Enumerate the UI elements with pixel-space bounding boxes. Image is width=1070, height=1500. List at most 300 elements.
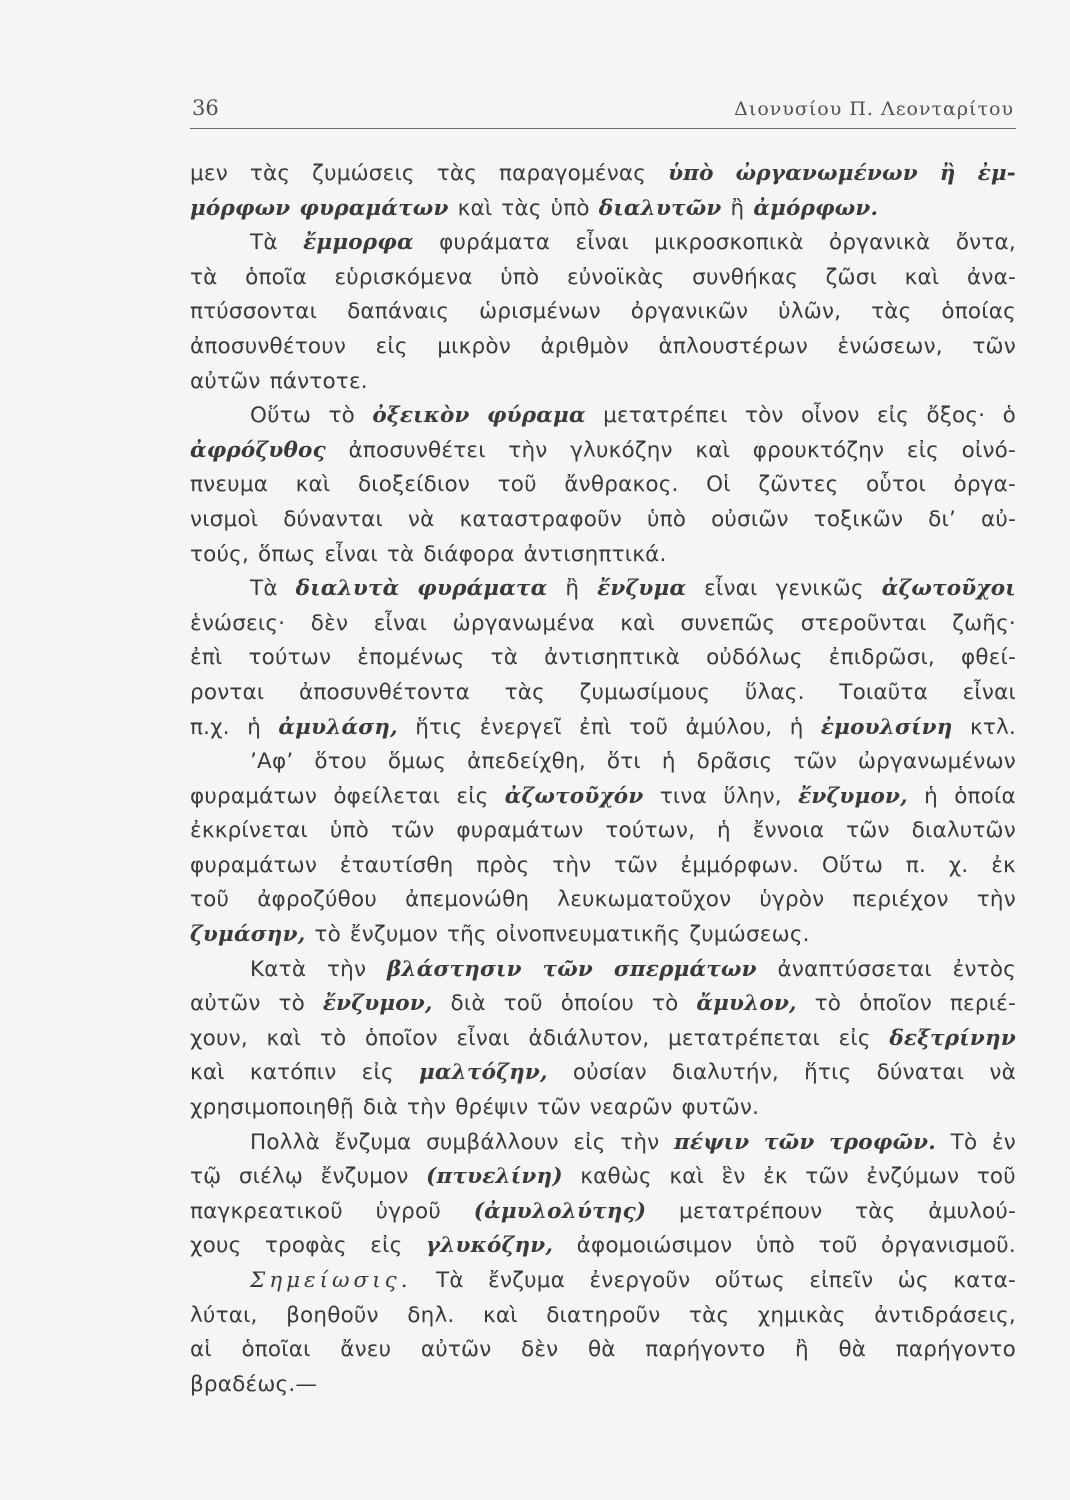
word-text: λευκωματοῦχον [557, 887, 732, 913]
word-text: τὰ [190, 264, 218, 290]
word-text: παγκρεατικοῦ [190, 1198, 343, 1224]
word-text: ὅτι [606, 749, 641, 775]
word-text: καὶ [695, 437, 731, 463]
word-text: Οὕτω [821, 852, 884, 878]
word-text: ὑγρὸν [759, 887, 825, 913]
word-text: συνθήκας [692, 264, 799, 290]
word-text: νὰ [407, 506, 435, 532]
word-text: ἐπιδρῶσι, [828, 645, 935, 671]
text-line [190, 226, 1016, 261]
text-line [190, 780, 1016, 815]
word-text: ἥτις [804, 1060, 852, 1086]
word-text: νισμοὶ [190, 506, 259, 532]
word-text: ὑπὸ [646, 506, 687, 532]
word [614, 953, 757, 988]
word-text: Πολλὰ [250, 1129, 320, 1155]
word-text: φρουκτόζην [752, 437, 885, 463]
word-text: χους [190, 1233, 242, 1259]
word-text: χρησιμοποιηθῇ [190, 1095, 354, 1121]
word-text: λύται, [190, 1302, 258, 1328]
emphasized-term: πέψιν [674, 1129, 750, 1155]
text-line [190, 953, 1016, 988]
word-text: ὄξος· [926, 403, 986, 429]
text-line [190, 330, 1016, 365]
text-line [190, 468, 1016, 503]
word-text: ἔνζυμον [320, 1164, 409, 1190]
word-text: τὸ [278, 991, 305, 1017]
word-text: τῶν [972, 333, 1016, 359]
word-text: Οἱ [706, 472, 731, 498]
word [323, 987, 433, 1022]
word-text: εὐνοϊκὰς [566, 264, 665, 290]
word-text: φθεί- [961, 645, 1016, 671]
word-text: κτλ. [970, 714, 1016, 740]
word-text: ζυμωσίμους [579, 679, 711, 705]
emphasized-term: δεξτρίνην [889, 1025, 1016, 1051]
word-text: ὑλῶν, [778, 299, 842, 325]
word-text: περιέχον [852, 887, 949, 913]
word-text: βοηθοῦν [286, 1302, 379, 1328]
emphasized-term: τῶν [542, 956, 594, 982]
text-line [190, 1333, 1016, 1368]
text-line [190, 1022, 1016, 1057]
word-text: χουν, [190, 1025, 248, 1051]
word-text: π.χ. [190, 714, 230, 740]
word-text: εἶναι [373, 610, 428, 636]
word [250, 1264, 412, 1299]
word-text: ἑνώσεων, [837, 333, 943, 359]
word-text: ἀντισηπτικὰ [544, 645, 681, 671]
word-text: φυραμάτων [190, 852, 318, 878]
word-text: τὴν [407, 1095, 447, 1121]
text-line [190, 987, 1016, 1022]
word [190, 192, 290, 227]
word-text: δι’ [928, 506, 957, 532]
word-text: ζυμώσεως. [689, 922, 810, 948]
word-text: Τὸ [950, 1129, 978, 1155]
word-text: τῷ [190, 1164, 222, 1190]
emphasized-term: ἀζωτοῦχόν [504, 783, 644, 809]
word-text: εἰς [838, 1025, 871, 1051]
word-text: ὁποῖον [859, 991, 932, 1017]
word [487, 399, 586, 434]
word-text: ἔνζυμα [488, 1268, 565, 1293]
word-text: ὠργανωμένων [857, 749, 1016, 775]
emphasized-term: ὠργανωμένων [735, 161, 918, 186]
word-text: εἰς [361, 1060, 394, 1086]
word-text: εἰς [375, 333, 408, 359]
word-text: τῶν [846, 818, 890, 844]
word-text: αἱ [190, 1337, 212, 1363]
text-line [190, 1091, 1016, 1126]
word-text: αὐτῶν [420, 1337, 492, 1363]
word-text: καὶ [620, 610, 655, 636]
word-text: διοξείδιον [357, 472, 471, 498]
emphasized-term: διαλυτῶν [598, 195, 722, 221]
running-title: Διονυσίου Π. Λεονταρίτου [734, 98, 1014, 120]
word-text: ὁποία [954, 783, 1016, 809]
word-text: καὶ [457, 195, 493, 221]
text-line [190, 503, 1016, 538]
word-text: εἶναι [575, 230, 629, 256]
word-text: ἔνζυμον [349, 922, 438, 948]
word-text: π. [905, 852, 926, 878]
word-text: συνεπῶς [680, 610, 776, 636]
word-text: ἐκκρίνεται [190, 818, 308, 844]
word-text: ἢ [795, 1337, 809, 1363]
text-line [190, 157, 1016, 192]
word [764, 1126, 814, 1161]
word [278, 711, 397, 746]
word-text: διαλυτῶν [911, 818, 1016, 844]
emphasized-term: φυραμάτων [299, 195, 449, 221]
text-line [190, 676, 1016, 711]
word-text: τὰς [688, 1302, 730, 1328]
word-text: τοῦ [190, 887, 230, 913]
word [299, 192, 448, 227]
word [882, 572, 1016, 607]
word [821, 711, 953, 746]
word [696, 987, 796, 1022]
word-text: μικρὸν [437, 333, 511, 359]
word-text: τὰς [855, 1198, 896, 1224]
text-line [190, 572, 1016, 607]
word-text: τὰς [249, 161, 291, 186]
word-text: τούτων [248, 645, 332, 671]
text-line [190, 261, 1016, 296]
emphasized-term: ὑπὸ [668, 161, 714, 186]
word-text: ὁποῖα [245, 264, 307, 290]
emphasized-term: ἐμουλσίνη [820, 714, 953, 740]
word-text: τὴν [620, 1129, 660, 1155]
text-line [190, 745, 1016, 780]
word-text: ἐκ [763, 1164, 788, 1190]
word-text: τὸ [814, 991, 842, 1017]
word-text: Τὰ [250, 576, 278, 602]
word-text: εἶναι [704, 576, 758, 602]
word-text: ὁποίου [560, 991, 635, 1017]
word-text: τοῦ [976, 1164, 1016, 1190]
word-text: ὑγροῦ [375, 1198, 441, 1224]
word [303, 226, 414, 261]
emphasized-term: ἐμ- [977, 161, 1016, 186]
word-text: γενικῶς [775, 576, 864, 602]
word-text: Κατὰ [250, 956, 307, 982]
word-text: δὲν [520, 1337, 559, 1363]
word-text: καὶ [904, 264, 940, 290]
word [829, 1126, 936, 1161]
word-text: ἐντὸς [952, 956, 1016, 982]
word-text: τοῦ [497, 472, 537, 498]
word-text: εἰς [456, 783, 489, 809]
word-text: περιέ- [949, 991, 1016, 1017]
word-text: ζωῆς· [952, 610, 1016, 636]
word-text: αὐτῶν [190, 991, 261, 1017]
word [978, 157, 1016, 192]
emphasized-term: ἀφρόζυθος [190, 437, 326, 463]
emphasized-term: (ἀμυλολύτης) [473, 1198, 647, 1224]
word-text: τὴν [326, 956, 367, 982]
word-text: ζῶσι [825, 264, 878, 290]
word-text: δὲν [310, 610, 349, 636]
emphasized-term: ἔμμορφα [303, 230, 414, 256]
word-text: εἰς [906, 437, 940, 463]
word-text: ἀπεδείχθη, [467, 749, 586, 775]
word-text: τὴν [508, 437, 548, 463]
word-text: βραδέως.— [190, 1371, 318, 1397]
word-text: οὗτοι [865, 472, 926, 498]
emphasized-term: (πτυελίνη) [426, 1164, 563, 1190]
word-text: ἀριθμὸν [540, 333, 629, 359]
word-text: φυράματα [439, 230, 551, 256]
word-text: φυτῶν. [681, 1095, 760, 1121]
word-text: καθὼς [580, 1164, 652, 1190]
emphasized-term: ὀξεικὸν [372, 403, 470, 429]
word-text: τὰς [504, 679, 545, 705]
word-text: ἐμμόρφων. [680, 852, 800, 878]
word-text: μετατρέπει [603, 403, 728, 429]
text-line [190, 295, 1016, 330]
word-text: γλυκόζην [570, 437, 673, 463]
word-text: τὸ [319, 1025, 347, 1051]
text-line [190, 814, 1016, 849]
word-text: ἐν [991, 1129, 1016, 1155]
word-text: ὅτου [314, 749, 367, 775]
emphasized-term: γλυκόζην, [425, 1233, 554, 1259]
word-text: καὶ [190, 1060, 225, 1086]
text-line [190, 607, 1016, 642]
word [419, 1056, 548, 1091]
word-text: ἐνζύμων [866, 1164, 960, 1190]
word [674, 1126, 749, 1161]
text-line [190, 849, 1016, 884]
word-text: τοξικῶν [813, 506, 904, 532]
word-text: ὑπὸ [550, 195, 590, 221]
word-text: κατα- [953, 1268, 1016, 1293]
word-text: τῶν [537, 1095, 581, 1121]
text-line [190, 365, 1016, 400]
word-text: ἡ [924, 783, 938, 809]
word-text: σιέλῳ [238, 1164, 304, 1190]
word-text: τὴν [976, 887, 1016, 913]
emphasized-term: ἄμυλον, [696, 991, 797, 1017]
word-text: ὀργανικὰ [828, 230, 931, 256]
word-text: ἑνώσεις· [190, 610, 286, 636]
word [798, 780, 908, 815]
word-text: φυραμάτων [190, 783, 318, 809]
word-text: τροφὰς [264, 1233, 347, 1259]
page-number: 36 [192, 96, 219, 120]
word [417, 572, 547, 607]
word-text: αὐτῶν [190, 368, 261, 394]
word-text: ὕλας. [744, 679, 805, 705]
word-text: ἐταυτίσθη [339, 852, 454, 878]
word-text: ὡρισμένων [479, 299, 601, 325]
word-text: τὸ [314, 922, 341, 948]
text-line [190, 1195, 1016, 1230]
text-line [190, 641, 1016, 676]
text-line [190, 434, 1016, 469]
word [296, 572, 400, 607]
word-text: τὰ [386, 541, 415, 567]
word-text: τὰς [501, 195, 542, 221]
word-text: ἓν [721, 1164, 746, 1190]
word-text: εἰς [370, 1233, 403, 1259]
word [474, 1195, 647, 1230]
emphasized-term: σπερμάτων [613, 956, 757, 982]
word-text: καταστραφοῦν [459, 506, 623, 532]
word-text: ὀργανικῶν [630, 299, 749, 325]
word-text: νὰ [989, 1060, 1016, 1086]
word-text: τὸ [651, 991, 679, 1017]
word-text: διὰ [362, 1095, 399, 1121]
word-text: ὑπὸ [329, 818, 369, 844]
emphasized-term: φυράματα [417, 576, 548, 602]
word-text: τοῦ [628, 714, 669, 740]
word [372, 399, 469, 434]
emphasized-term: ζυμάσην, [190, 922, 306, 948]
word-text: ἀπεμονώθη [405, 887, 530, 913]
text-line [190, 1160, 1016, 1195]
word-text: Τὰ [250, 230, 278, 256]
word-text: παραγομένας [498, 161, 647, 186]
word-text: ἀφομοιώσιμον [576, 1233, 733, 1259]
word-text: ἐπὶ [190, 645, 223, 671]
emphasized-term: μαλτόζην, [418, 1060, 548, 1086]
word-text: δύνανται [283, 506, 383, 532]
word-text: θρέψιν [455, 1095, 529, 1121]
text-line [190, 1299, 1016, 1334]
word-text: καὶ [669, 1164, 705, 1190]
word-text: ζυμώσεις [312, 161, 415, 186]
word [190, 918, 305, 953]
emphasized-term: ἀμόρφων. [753, 195, 879, 221]
word [387, 953, 522, 988]
emphasized-term: φύραμα [487, 403, 586, 429]
word-text: ὑπὸ [755, 1233, 795, 1259]
word-text: ἀνα- [967, 264, 1016, 290]
word-text: ἀμυλού- [928, 1198, 1016, 1224]
emphasized-term: Σημείωσις. [250, 1268, 412, 1293]
word-text: Τὰ [436, 1268, 464, 1293]
word-text: οὐσίαν [572, 1060, 647, 1086]
word-text: χ. [948, 852, 969, 878]
word [426, 1229, 553, 1264]
word-text: τὸ [328, 403, 355, 429]
word-text: ἡ [247, 714, 262, 740]
word-text: μεν [190, 161, 228, 186]
word-text: ὄντα, [955, 230, 1016, 256]
word-text: καὶ [266, 1025, 302, 1051]
word-text: μικροσκοπικὰ [654, 230, 804, 256]
word-text: ἐνεργοῦν [589, 1268, 691, 1293]
word-text: ἀναπτύσσεται [777, 956, 932, 982]
word-text: τούτων, [605, 818, 696, 844]
word-text: οἶνον [801, 403, 860, 429]
word-text: πάντοτε. [269, 368, 368, 394]
word-text: ἐκ [991, 852, 1016, 878]
word-text: δύναται [876, 1060, 965, 1086]
word-text: δρᾶσις [696, 749, 773, 775]
word-text: ἑπομένως [357, 645, 465, 671]
word-text: ζῶντες [758, 472, 839, 498]
word-text: τῆς [446, 922, 487, 948]
word-text: ἢ [565, 576, 580, 602]
emphasized-term: βλάστησιν [386, 956, 522, 982]
emphasized-term: ἔνζυμον, [322, 991, 433, 1017]
emphasized-term: ἀμυλάση, [278, 714, 398, 740]
word-text: τῶν [390, 818, 435, 844]
word-text: ὁποῖον [364, 1025, 438, 1051]
word-text: εἶναι [456, 1025, 510, 1051]
word-text: διάφορα [423, 541, 515, 567]
word-text: τῶν [614, 852, 658, 878]
word-text: τῶν [793, 749, 837, 775]
word-text: ἔννοια [752, 818, 825, 844]
word-text: παρήγοντο [645, 1337, 766, 1363]
word-text: ἢ [730, 195, 745, 221]
word-text: ἁπλουστέρων [658, 333, 808, 359]
word-text: τὸν [744, 403, 784, 429]
word-text: πρὸς [476, 852, 530, 878]
word-text: μετατρέπουν [679, 1198, 823, 1224]
word-text: εἶναι [324, 541, 378, 567]
word-text: ὠργανωμένα [452, 610, 595, 636]
page-header [192, 96, 1014, 132]
word-text: ἡ [789, 714, 804, 740]
word-text: φυραμάτων [456, 818, 584, 844]
word-text: ἀντισηπτικά. [523, 541, 667, 567]
word-text: τὰς [871, 299, 912, 325]
word-text: οὕτως [714, 1268, 785, 1293]
emphasized-term: ἔνζυμον, [798, 783, 908, 809]
word-text: διατηροῦν [546, 1302, 661, 1328]
word-text: τὰ [490, 645, 519, 671]
word-text: ὅπως [258, 541, 316, 567]
word-text: ἥτις [415, 714, 463, 740]
word-text: ὑπὸ [500, 264, 540, 290]
word-text: ἀδιάλυτον, [528, 1025, 650, 1051]
word-text: ὁποῖαι [241, 1337, 311, 1363]
word-text: ὁποίας [941, 299, 1016, 325]
emphasized-term: ἢ [939, 161, 956, 186]
text-line [190, 1126, 1016, 1161]
text-line [190, 1056, 1016, 1091]
word-text: ὀφείλεται [333, 783, 441, 809]
word-text: ὀργανισμοῦ. [881, 1233, 1016, 1259]
word-text: ὅμως [387, 749, 447, 775]
word-text: ὀργα- [953, 472, 1016, 498]
emphasized-term: τῶν [764, 1129, 815, 1155]
word-text: τοῦ [503, 991, 543, 1017]
word-text: ἔνζυμα [334, 1129, 412, 1155]
word-text: θὰ [838, 1337, 867, 1363]
word-text: καὶ [482, 1302, 518, 1328]
word-text: τινα [659, 783, 707, 809]
text-line [190, 1368, 1016, 1403]
word-text: ἐνεργεῖ [479, 714, 562, 740]
word-text: εἰπεῖν [809, 1268, 874, 1293]
word-text: ὁ [1002, 403, 1016, 429]
word-text: οἰνοπνευματικῆς [495, 922, 681, 948]
word-text: στεροῦνται [800, 610, 927, 636]
word-text: ἀντιδράσεις, [874, 1302, 1016, 1328]
text-line [190, 711, 1016, 746]
word-text: εἶναι [962, 679, 1016, 705]
body-text [190, 157, 1016, 1402]
word-text: παρήγοντο [895, 1337, 1016, 1363]
word-text: συμβάλλουν [426, 1129, 559, 1155]
